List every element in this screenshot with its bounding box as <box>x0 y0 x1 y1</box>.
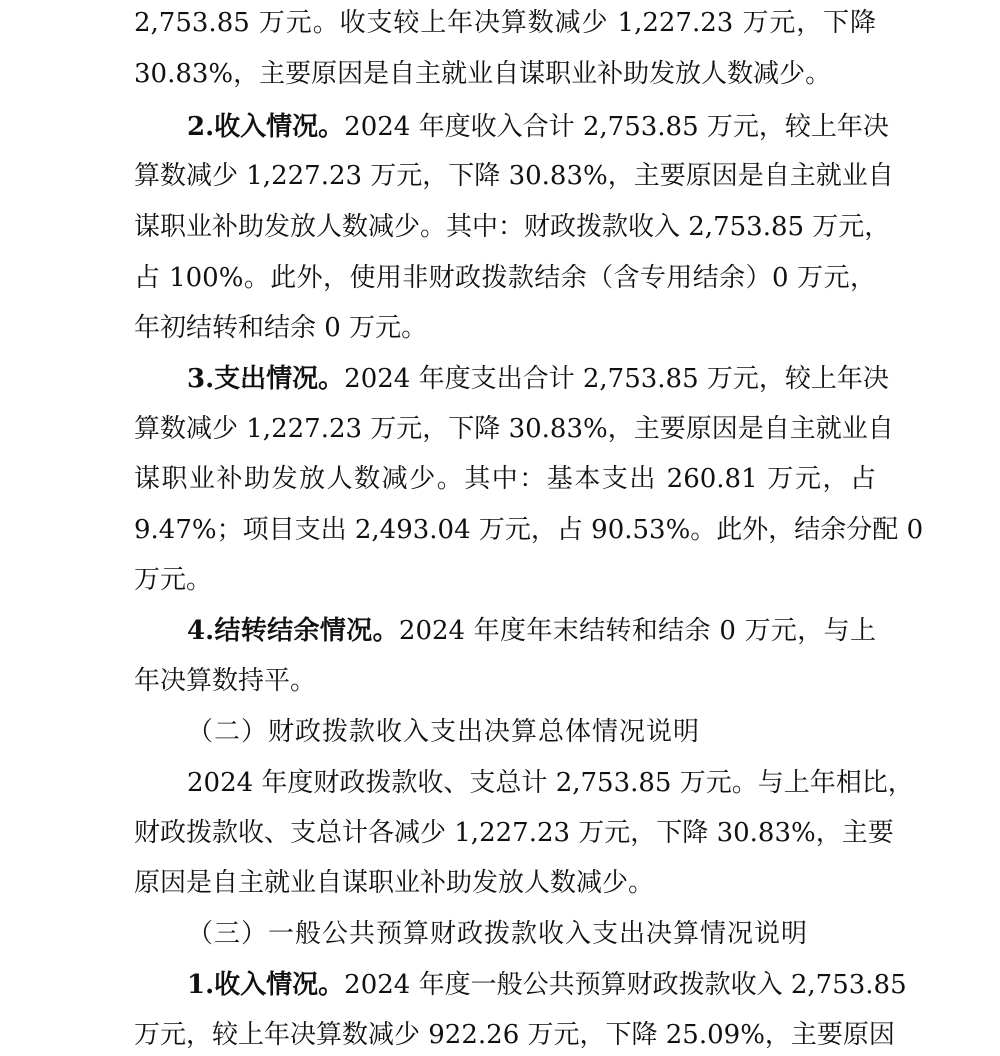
paragraph-line: 占 100%。此外，使用非财政拨款结余（含专用结余）0 万元， <box>134 263 876 293</box>
paragraph-line: 30.83%，主要原因是自主就业自谋职业补助发放人数减少。 <box>134 59 832 89</box>
paragraph-text: 2024 年度支出合计 2,753.85 万元，较上年决 <box>344 364 889 394</box>
paragraph-line: 年初结转和结余 0 万元。 <box>134 313 428 343</box>
section-heading: （二）财政拨款收入支出决算总体情况说明 <box>187 717 701 747</box>
paragraph-text: 2024 年度一般公共预算财政拨款收入 2,753.85 <box>344 970 907 1000</box>
paragraph-line: 年决算数持平。 <box>134 666 317 696</box>
paragraph-line: 原因是自主就业自谋职业补助发放人数减少。 <box>134 868 655 898</box>
carryover-paragraph-first-line <box>187 611 876 651</box>
section3-paragraph-first-line <box>187 965 907 1005</box>
paragraph-line: 财政拨款收、支总计各减少 1,227.23 万元，下降 30.83%，主要 <box>134 818 894 848</box>
paragraph-line: 9.47%；项目支出 2,493.04 万元，占 90.53%。此外，结余分配 0 <box>134 515 924 545</box>
expenditure-label: 3.支出情况。 <box>187 364 345 394</box>
paragraph-line: 算数减少 1,227.23 万元，下降 30.83%，主要原因是自主就业自 <box>134 414 894 444</box>
section-heading: （三）一般公共预算财政拨款收入支出决算情况说明 <box>187 919 809 949</box>
paragraph-line: 2,753.85 万元。收支较上年决算数减少 1,227.23 万元，下降 <box>134 8 876 38</box>
paragraph-line: 谋职业补助发放人数减少。其中：财政拨款收入 2,753.85 万元， <box>134 212 891 242</box>
income-label: 2.收入情况。 <box>187 112 345 142</box>
paragraph-line: 谋职业补助发放人数减少。其中：基本支出 260.81 万元，占 <box>134 464 876 494</box>
carryover-label: 4.结转结余情况。 <box>187 616 399 646</box>
paragraph-line: 万元，较上年决算数减少 922.26 万元，下降 25.09%，主要原因 <box>134 1020 895 1050</box>
paragraph-line: 2024 年度财政拨款收、支总计 2,753.85 万元。与上年相比， <box>187 768 914 798</box>
paragraph-text: 2024 年度年末结转和结余 0 万元，与上 <box>398 616 876 646</box>
expenditure-paragraph-first-line <box>187 359 889 399</box>
paragraph-line: 算数减少 1,227.23 万元，下降 30.83%，主要原因是自主就业自 <box>134 161 894 191</box>
income-label: 1.收入情况。 <box>187 970 345 1000</box>
paragraph-text: 2024 年度收入合计 2,753.85 万元，较上年决 <box>344 112 889 142</box>
income-paragraph-first-line <box>187 107 889 147</box>
paragraph-line: 万元。 <box>134 565 213 595</box>
